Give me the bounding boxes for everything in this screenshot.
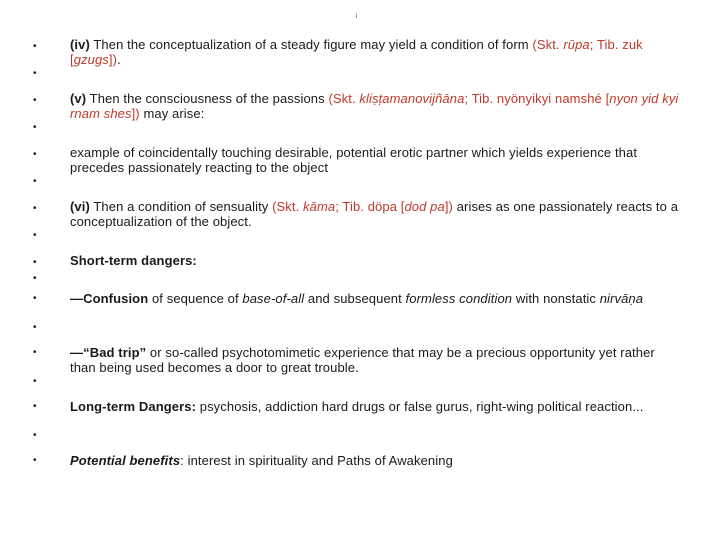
text-run: ]) <box>131 106 140 121</box>
text-run: kāma <box>303 199 336 214</box>
bullet-marker: • <box>33 203 37 214</box>
text-run: (vi) <box>70 199 90 214</box>
text-run: ; Tib. döpa [ <box>335 199 405 214</box>
bullet-marker: • <box>33 176 37 187</box>
bullet-marker: • <box>33 401 37 412</box>
bullet-text <box>70 453 680 468</box>
bullet-marker: • <box>33 122 37 133</box>
bullet-marker: • <box>33 68 37 79</box>
bullet-marker: • <box>33 273 37 284</box>
bullet-marker: • <box>33 455 37 466</box>
text-run: of sequence of <box>148 291 243 306</box>
text-run: ; Tib. nyönyikyi namshé [ <box>464 91 610 106</box>
text-run: Potential benefits <box>70 453 181 468</box>
text-run: Then the conceptualization of a steady figure may yield a condition of form <box>89 37 533 52</box>
text-run: Short-term dangers: <box>70 253 197 268</box>
text-run: . <box>117 52 121 67</box>
text-run: ; Tib. zuk [ <box>70 37 643 67</box>
bullet-marker: • <box>33 257 37 268</box>
text-run: —Confusion <box>70 291 149 306</box>
text-run: (v) <box>70 91 87 106</box>
bullet-marker: • <box>33 41 37 52</box>
text-run: arises as one passionately reacts to a conceptualization of the object. <box>70 199 679 229</box>
text-run: Long-term Dangers: <box>70 399 197 414</box>
bullet-text <box>70 37 680 67</box>
page-mark: i <box>356 14 358 20</box>
text-run: formless condition <box>405 291 513 306</box>
text-run: : interest in spirituality and Paths of Awakening <box>180 453 453 468</box>
bullet-marker: • <box>33 293 37 304</box>
text-run: dod pa <box>404 199 445 214</box>
bullet-marker: • <box>33 430 37 441</box>
text-run: or so-called psychotomimetic experience that may be a precious opportunity yet rather than being used becomes a door to great trouble. <box>70 345 655 375</box>
bullet-text <box>70 199 680 229</box>
text-run: (Skt. <box>272 199 304 214</box>
text-run: rūpa <box>563 37 590 52</box>
text-run: nyon yid kyi rnam shes <box>70 91 679 121</box>
text-run: base-of-all <box>242 291 305 306</box>
text-run: kliṣṭamanovijñāna <box>359 91 465 106</box>
bullet-marker: • <box>33 322 37 333</box>
text-run: —“Bad trip” <box>70 345 147 360</box>
text-run: gzugs <box>73 52 109 67</box>
text-run: ]) <box>108 52 118 67</box>
bullet-marker: • <box>33 95 37 106</box>
bullet-text <box>70 91 680 121</box>
bullet-marker: • <box>33 376 37 387</box>
text-run: (Skt. <box>328 91 360 106</box>
text-run: and subsequent <box>304 291 406 306</box>
text-run: may arise: <box>139 106 205 121</box>
text-run: Then a condition of sensuality <box>89 199 273 214</box>
bullet-marker: • <box>33 149 37 160</box>
text-run: psychosis, addiction hard drugs or false gurus, right-wing political reaction... <box>196 399 644 414</box>
text-run: Then the consciousness of the passions <box>86 91 329 106</box>
bullet-text <box>70 145 680 175</box>
bullet-text <box>70 399 680 414</box>
text-run: example of coincidentally touching desirable, potential erotic partner which yields experience that precedes passionately reacting to the object <box>70 145 638 175</box>
text-run: (iv) <box>70 37 90 52</box>
bullet-text <box>70 253 680 268</box>
text-run: nirvāṇa <box>599 291 644 306</box>
bullet-marker: • <box>33 347 37 358</box>
text-run: with nonstatic <box>512 291 600 306</box>
bullet-text <box>70 291 680 306</box>
bullet-marker: • <box>33 230 37 241</box>
text-run: (Skt. <box>532 37 564 52</box>
text-run: ]) <box>444 199 453 214</box>
bullet-text <box>70 345 680 375</box>
